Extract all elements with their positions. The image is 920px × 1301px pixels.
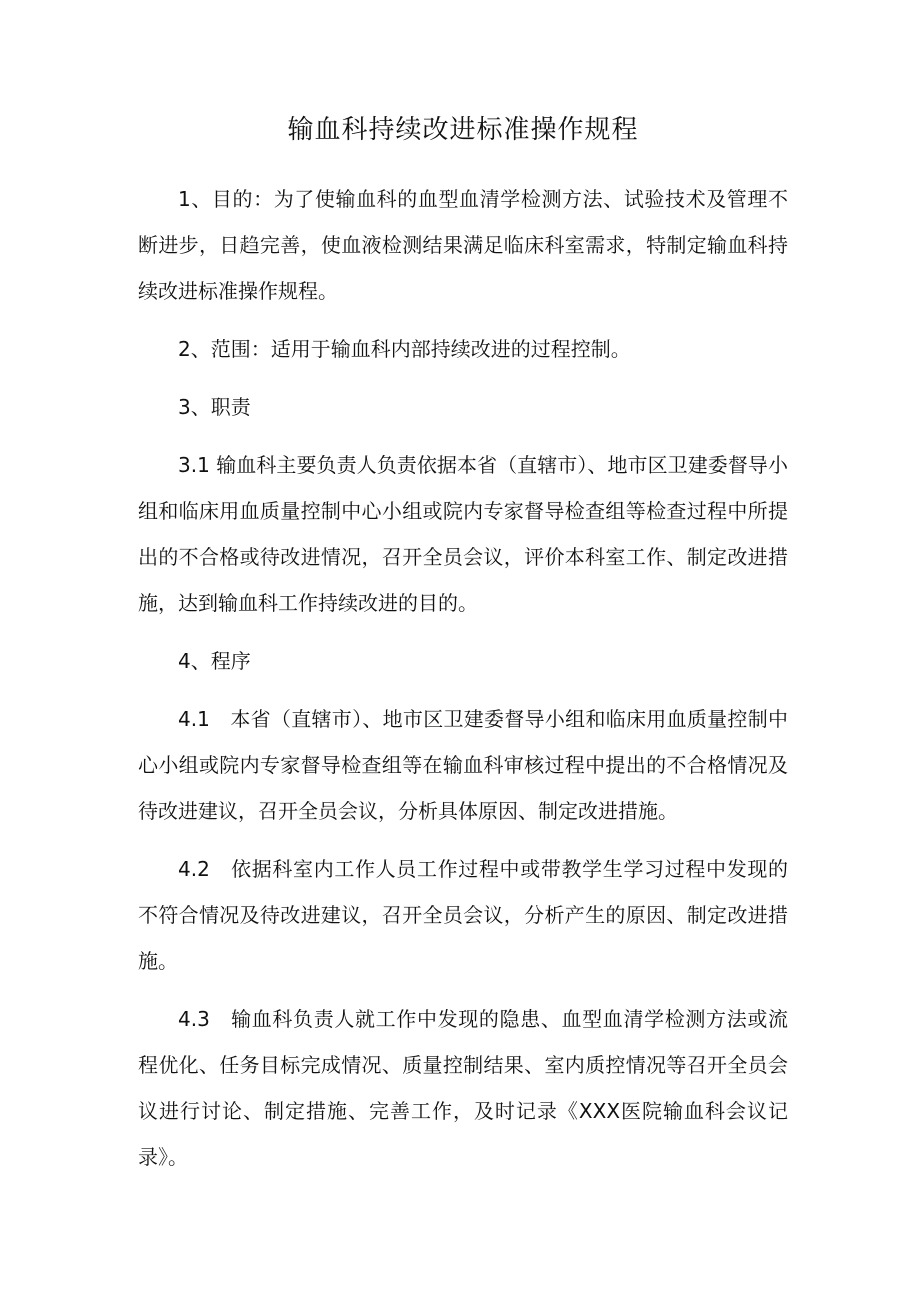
paragraph-purpose: 1、目的：为了使输血科的血型血清学检测方法、试验技术及管理不断进步，日趋完善，使血液检测结果满足临床科室需求，特制定输血科持续改进标准操作规程。 xyxy=(138,187,788,303)
paragraph-procedure-4-2: 4.2 依据科室内工作人员工作过程中或带教学生学习过程中发现的不符合情况及待改进建议，召开全员会议，分析产生的原因、制定改进措施。 xyxy=(138,857,788,973)
heading-procedure: 4、程序 xyxy=(178,649,251,673)
heading-responsibilities: 3、职责 xyxy=(178,395,251,419)
paragraph-procedure-4-3: 4.3 输血科负责人就工作中发现的隐患、血型血清学检测方法或流程优化、任务目标完成情况、质量控制结果、室内质控情况等召开全员会议进行讨论、制定措施、完善工作，及时记录《XXX医院输血科会议记录》。 xyxy=(138,1007,788,1169)
document-title: 输血科持续改进标准操作规程 xyxy=(287,115,639,145)
paragraph-procedure-4-1: 4.1 本省（直辖市）、地市区卫建委督导小组和临床用血质量控制中心小组或院内专家督导检查组等在输血科审核过程中提出的不合格情况及待改进建议，召开全员会议，分析具体原因、制定改进措施。 xyxy=(138,707,788,823)
paragraph-scope: 2、范围：适用于输血科内部持续改进的过程控制。 xyxy=(178,337,631,361)
paragraph-responsibility-3-1: 3.1 输血科主要负责人负责依据本省（直辖市）、地市区卫建委督导小组和临床用血质量控制中心小组或院内专家督导检查组等检查过程中所提出的不合格或待改进情况，召开全员会议，评价本科室工作、制定改进措施，达到输血科工作持续改进的目的。 xyxy=(138,453,788,615)
